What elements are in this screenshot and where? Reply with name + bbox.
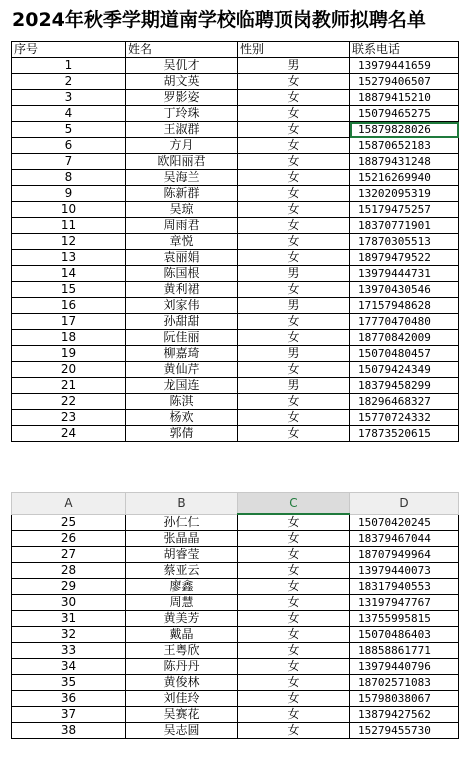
cell-index[interactable]: 28 [12, 563, 126, 579]
cell-gender[interactable]: 女 [238, 218, 350, 234]
cell-index[interactable]: 33 [12, 643, 126, 659]
cell-phone[interactable]: 13979440073 [350, 563, 459, 579]
header-gender: 性别 [238, 42, 350, 58]
cell-gender[interactable]: 女 [238, 643, 350, 659]
table-row [12, 250, 459, 266]
cell-index[interactable]: 32 [12, 627, 126, 643]
cell-phone[interactable]: 15070420245 [350, 514, 459, 531]
cell-phone[interactable]: 13970430546 [350, 282, 459, 298]
cell-phone[interactable]: 13879427562 [350, 707, 459, 723]
table-row [12, 426, 459, 442]
cell-gender[interactable]: 女 [238, 122, 350, 138]
table-row [12, 90, 459, 106]
table-row [12, 394, 459, 410]
cell-name[interactable]: 黄俊林 [126, 675, 238, 691]
header-name: 姓名 [126, 42, 238, 58]
cell-index[interactable]: 31 [12, 611, 126, 627]
cell-phone[interactable]: 15079424349 [350, 362, 459, 378]
cell-name[interactable]: 刘家伟 [126, 298, 238, 314]
cell-name[interactable]: 黄利裙 [126, 282, 238, 298]
table-row [12, 643, 459, 659]
header-index: 序号 [12, 42, 126, 58]
cell-index[interactable]: 13 [12, 250, 126, 266]
cell-phone[interactable]: 18702571083 [350, 675, 459, 691]
cell-index[interactable]: 22 [12, 394, 126, 410]
cell-index[interactable]: 36 [12, 691, 126, 707]
cell-gender[interactable]: 女 [238, 186, 350, 202]
cell-phone[interactable]: 15179475257 [350, 202, 459, 218]
cell-index[interactable]: 34 [12, 659, 126, 675]
cell-index[interactable]: 24 [12, 426, 126, 442]
cell-gender[interactable]: 女 [238, 410, 350, 426]
cell-phone[interactable]: 13755995815 [350, 611, 459, 627]
cell-phone[interactable]: 18379458299 [350, 378, 459, 394]
column-letter-row [12, 493, 459, 515]
table-row [12, 627, 459, 643]
cell-gender[interactable]: 女 [238, 691, 350, 707]
table-row [12, 563, 459, 579]
cell-index[interactable]: 4 [12, 106, 126, 122]
cell-index[interactable]: 14 [12, 266, 126, 282]
cell-index[interactable]: 2 [12, 74, 126, 90]
table-row [12, 531, 459, 547]
table-row [12, 691, 459, 707]
cell-phone[interactable]: 15216269940 [350, 170, 459, 186]
sheet-title: 2024年秋季学期道南学校临聘顶岗教师拟聘名单 [12, 9, 426, 31]
cell-name[interactable]: 周雨君 [126, 218, 238, 234]
cell-name[interactable]: 吴赛花 [126, 707, 238, 723]
table-row [12, 579, 459, 595]
cell-index[interactable]: 3 [12, 90, 126, 106]
cell-gender[interactable]: 女 [238, 563, 350, 579]
cell-phone[interactable]: 15070486403 [350, 627, 459, 643]
cell-gender[interactable]: 男 [238, 298, 350, 314]
column-header-b[interactable]: B [126, 493, 238, 515]
cell-index[interactable]: 15 [12, 282, 126, 298]
cell-index[interactable]: 20 [12, 362, 126, 378]
cell-phone[interactable]: 18879415210 [350, 90, 459, 106]
table-row [12, 170, 459, 186]
cell-phone[interactable]: 18317940553 [350, 579, 459, 595]
cell-phone[interactable]: 13979444731 [350, 266, 459, 282]
table-row [12, 659, 459, 675]
table-row [12, 514, 459, 531]
cell-phone[interactable]: 13197947767 [350, 595, 459, 611]
cell-name[interactable]: 孙仁仁 [126, 514, 238, 531]
cell-index[interactable]: 38 [12, 723, 126, 739]
cell-gender[interactable]: 女 [238, 202, 350, 218]
cell-phone[interactable]: 18707949964 [350, 547, 459, 563]
table-row [12, 154, 459, 170]
cell-gender[interactable]: 女 [238, 707, 350, 723]
cell-name[interactable]: 吴仉才 [126, 58, 238, 74]
cell-name[interactable]: 黄仙芹 [126, 362, 238, 378]
table-row [12, 611, 459, 627]
table-row [12, 675, 459, 691]
cell-phone[interactable]: 17157948628 [350, 298, 459, 314]
cell-phone[interactable]: 18370771901 [350, 218, 459, 234]
cell-name[interactable]: 陈丹丹 [126, 659, 238, 675]
cell-name[interactable]: 阮佳丽 [126, 330, 238, 346]
cell-phone[interactable]: 15279406507 [350, 74, 459, 90]
cell-index[interactable]: 16 [12, 298, 126, 314]
cell-index[interactable]: 7 [12, 154, 126, 170]
cell-name[interactable]: 章悦 [126, 234, 238, 250]
cell-gender[interactable]: 男 [238, 266, 350, 282]
cell-phone[interactable]: 17873520615 [350, 426, 459, 442]
cell-index[interactable]: 12 [12, 234, 126, 250]
cell-gender[interactable]: 女 [238, 282, 350, 298]
cell-phone[interactable]: 15079465275 [350, 106, 459, 122]
cell-index[interactable]: 21 [12, 378, 126, 394]
header-row [12, 42, 459, 58]
cell-name[interactable]: 袁丽娟 [126, 250, 238, 266]
cell-name[interactable]: 廖鑫 [126, 579, 238, 595]
cell-phone[interactable]: 18858861771 [350, 643, 459, 659]
table-row [12, 106, 459, 122]
cell-gender[interactable]: 男 [238, 58, 350, 74]
cell-name[interactable]: 蔡亚云 [126, 563, 238, 579]
cell-name[interactable]: 吴海兰 [126, 170, 238, 186]
header-phone: 联系电话 [350, 42, 459, 58]
cell-index[interactable]: 23 [12, 410, 126, 426]
cell-index[interactable]: 11 [12, 218, 126, 234]
cell-gender[interactable]: 女 [238, 234, 350, 250]
cell-index[interactable]: 18 [12, 330, 126, 346]
cell-name[interactable]: 王淑群 [126, 122, 238, 138]
cell-name[interactable]: 周慧 [126, 595, 238, 611]
table-row [12, 122, 459, 138]
table-row [12, 266, 459, 282]
cell-phone[interactable]: 15770724332 [350, 410, 459, 426]
cell-phone[interactable]: 15070480457 [350, 346, 459, 362]
cell-phone[interactable]: 18879431248 [350, 154, 459, 170]
cell-gender[interactable]: 女 [238, 138, 350, 154]
cell-gender[interactable]: 女 [238, 314, 350, 330]
cell-phone[interactable]: 18770842009 [350, 330, 459, 346]
cell-gender[interactable]: 女 [238, 627, 350, 643]
cell-index[interactable]: 37 [12, 707, 126, 723]
cell-gender[interactable]: 女 [238, 531, 350, 547]
cell-index[interactable]: 30 [12, 595, 126, 611]
cell-phone[interactable]: 17870305513 [350, 234, 459, 250]
cell-index[interactable]: 29 [12, 579, 126, 595]
cell-name[interactable]: 胡睿莹 [126, 547, 238, 563]
cell-phone[interactable]: 13979440796 [350, 659, 459, 675]
cell-name[interactable]: 吴琼 [126, 202, 238, 218]
cell-gender[interactable]: 女 [238, 659, 350, 675]
cell-gender[interactable]: 女 [238, 250, 350, 266]
table-row [12, 58, 459, 74]
cell-phone[interactable]: 15879828026 [350, 122, 459, 138]
cell-gender[interactable]: 女 [238, 106, 350, 122]
cell-gender[interactable]: 女 [238, 595, 350, 611]
cell-index[interactable]: 5 [12, 122, 126, 138]
cell-gender[interactable]: 女 [238, 90, 350, 106]
column-header-a[interactable]: A [12, 493, 126, 515]
table-row [12, 707, 459, 723]
teacher-list-table-part1 [11, 41, 459, 442]
cell-gender[interactable]: 女 [238, 170, 350, 186]
cell-phone[interactable]: 15279455730 [350, 723, 459, 739]
cell-name[interactable]: 陈国根 [126, 266, 238, 282]
cell-index[interactable]: 27 [12, 547, 126, 563]
cell-name[interactable]: 孙甜甜 [126, 314, 238, 330]
cell-gender[interactable]: 女 [238, 579, 350, 595]
cell-name[interactable]: 刘佳玲 [126, 691, 238, 707]
table-row [12, 410, 459, 426]
cell-phone[interactable]: 18296468327 [350, 394, 459, 410]
cell-index[interactable]: 6 [12, 138, 126, 154]
cell-index[interactable]: 10 [12, 202, 126, 218]
table-row [12, 282, 459, 298]
cell-index[interactable]: 35 [12, 675, 126, 691]
cell-name[interactable]: 张晶晶 [126, 531, 238, 547]
table-row [12, 138, 459, 154]
table-row [12, 547, 459, 563]
cell-gender[interactable]: 女 [238, 330, 350, 346]
table-row [12, 186, 459, 202]
table-row [12, 595, 459, 611]
cell-name[interactable]: 吴志圆 [126, 723, 238, 739]
cell-name[interactable]: 丁玲珠 [126, 106, 238, 122]
cell-gender[interactable]: 女 [238, 723, 350, 739]
cell-gender[interactable]: 男 [238, 378, 350, 394]
cell-index[interactable]: 8 [12, 170, 126, 186]
cell-name[interactable]: 欧阳丽君 [126, 154, 238, 170]
cell-name[interactable]: 黄美芳 [126, 611, 238, 627]
cell-gender[interactable]: 女 [238, 154, 350, 170]
cell-name[interactable]: 王粤欣 [126, 643, 238, 659]
cell-name[interactable]: 方月 [126, 138, 238, 154]
cell-gender[interactable]: 女 [238, 675, 350, 691]
sheet-gap [0, 470, 471, 492]
cell-gender[interactable]: 女 [238, 514, 350, 531]
cell-index[interactable]: 19 [12, 346, 126, 362]
table-row [12, 346, 459, 362]
column-header-c[interactable]: C [238, 493, 350, 515]
cell-phone[interactable]: 18979479522 [350, 250, 459, 266]
cell-name[interactable]: 陈淇 [126, 394, 238, 410]
cell-phone[interactable]: 17770470480 [350, 314, 459, 330]
cell-name[interactable]: 柳嘉琦 [126, 346, 238, 362]
table-row [12, 330, 459, 346]
cell-gender[interactable]: 男 [238, 346, 350, 362]
cell-name[interactable]: 陈新群 [126, 186, 238, 202]
cell-gender[interactable]: 女 [238, 611, 350, 627]
cell-name[interactable]: 胡文英 [126, 74, 238, 90]
cell-name[interactable]: 罗影姿 [126, 90, 238, 106]
cell-index[interactable]: 25 [12, 514, 126, 531]
cell-phone[interactable]: 15798038067 [350, 691, 459, 707]
table-row [12, 298, 459, 314]
table-row [12, 218, 459, 234]
table-row [12, 74, 459, 90]
cell-gender[interactable]: 女 [238, 362, 350, 378]
cell-phone[interactable]: 15870652183 [350, 138, 459, 154]
cell-gender[interactable]: 女 [238, 394, 350, 410]
table-row [12, 362, 459, 378]
cell-index[interactable]: 17 [12, 314, 126, 330]
teacher-list-table-part2 [11, 492, 459, 739]
table-row [12, 378, 459, 394]
cell-index[interactable]: 1 [12, 58, 126, 74]
cell-index[interactable]: 9 [12, 186, 126, 202]
table-row [12, 314, 459, 330]
cell-gender[interactable]: 女 [238, 74, 350, 90]
cell-name[interactable]: 戴晶 [126, 627, 238, 643]
cell-gender[interactable]: 女 [238, 426, 350, 442]
column-header-d[interactable]: D [350, 493, 459, 515]
cell-phone[interactable]: 18379467044 [350, 531, 459, 547]
cell-gender[interactable]: 女 [238, 547, 350, 563]
cell-name[interactable]: 郭倩 [126, 426, 238, 442]
cell-name[interactable]: 杨欢 [126, 410, 238, 426]
cell-phone[interactable]: 13202095319 [350, 186, 459, 202]
cell-phone[interactable]: 13979441659 [350, 58, 459, 74]
table-row [12, 202, 459, 218]
table-row [12, 234, 459, 250]
cell-index[interactable]: 26 [12, 531, 126, 547]
cell-name[interactable]: 龙国连 [126, 378, 238, 394]
table-row [12, 723, 459, 739]
